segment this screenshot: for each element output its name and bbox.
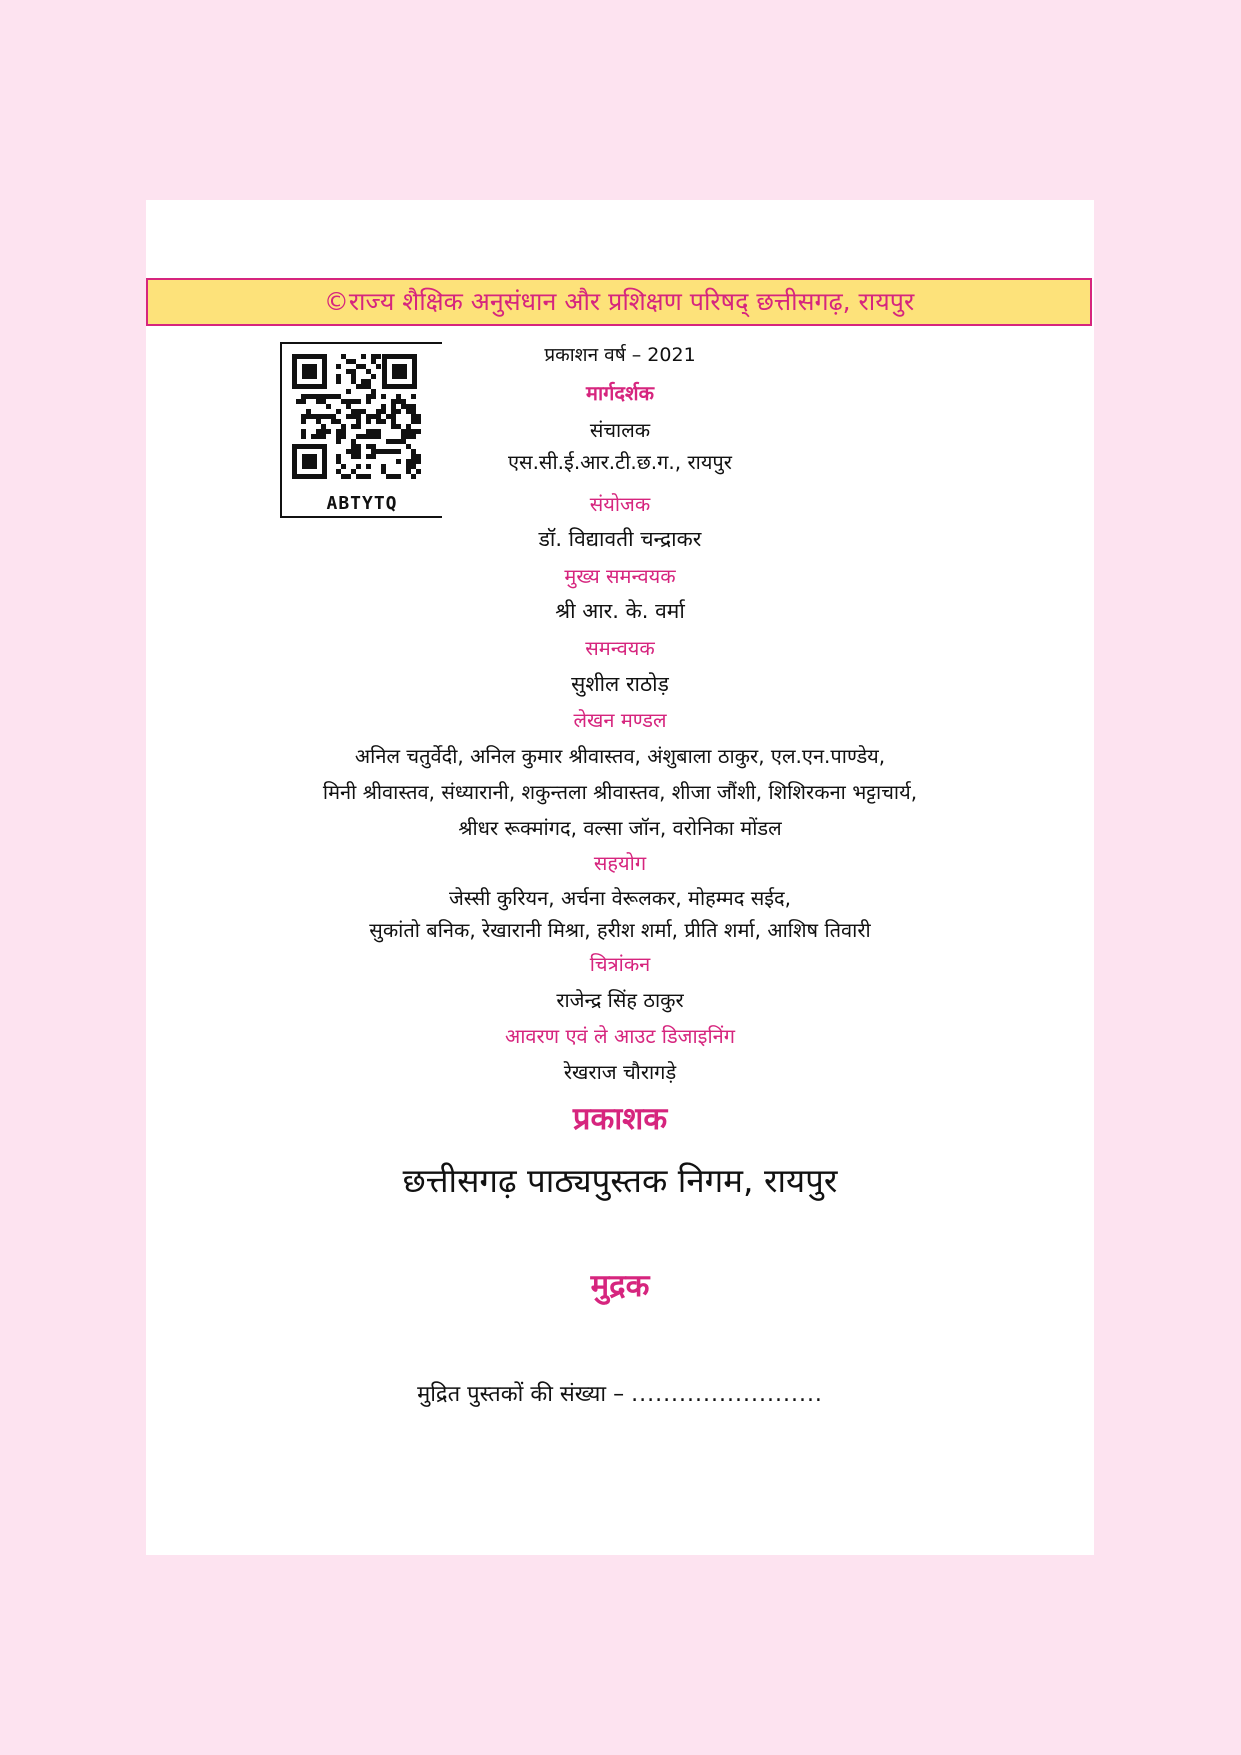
mukhya-samanvayak-name: श्री आर. के. वर्मा: [555, 599, 685, 623]
sahyog-line-1: जेस्सी कुरियन, अर्चना वेरूलकर, मोहम्मद सईद,: [448, 886, 792, 910]
sahyog-label: सहयोग: [593, 851, 647, 875]
lekhan-mandal-label: लेखन मण्डल: [573, 708, 667, 732]
samanvayak-label: समन्वयक: [585, 636, 655, 660]
copyright-banner: [146, 278, 1092, 326]
lekhan-mandal-line-3: श्रीधर रूक्मांगद, वल्सा जॉन, वरोनिका मोंडल: [458, 816, 782, 840]
sahyog-line-2: सुकांतो बनिक, रेखारानी मिश्रा, हरीश शर्मा, प्रीति शर्मा, आशिष तिवारी: [369, 918, 871, 942]
publisher-label: प्रकाशक: [572, 1101, 668, 1137]
aavaran-label: आवरण एवं ले आउट डिजाइनिंग: [504, 1024, 736, 1048]
sanyojak-name: डॉ. विद्यावती चन्द्राकर: [538, 527, 702, 551]
margdarshak-line-2: एस.सी.ई.आर.टी.छ.ग., रायपुर: [508, 450, 732, 474]
aavaran-name: रेखराज चौरागड़े: [563, 1060, 677, 1084]
printed-count-label: मुद्रित पुस्तकों की संख्या –: [417, 1382, 625, 1407]
qr-code-label: ABTYTQ: [326, 493, 398, 514]
chitrankan-label: चित्रांकन: [589, 952, 651, 976]
margdarshak-line-1: संचालक: [589, 418, 651, 442]
printed-count-row: [146, 1378, 1094, 1408]
publication-year: प्रकाशन वर्ष – 2021: [544, 344, 696, 366]
samanvayak-name: सुशील राठोड़: [571, 672, 669, 696]
printer-label: मुद्रक: [590, 1268, 650, 1304]
sanyojak-label: संयोजक: [589, 492, 651, 516]
publisher-name: छत्तीसगढ़ पाठ्यपुस्तक निगम, रायपुर: [402, 1161, 838, 1200]
copyright-text: ©राज्य शैक्षिक अनुसंधान और प्रशिक्षण परिषद् छत्तीसगढ़, रायपुर: [323, 287, 915, 316]
printed-count-value: ........................: [631, 1382, 823, 1407]
lekhan-mandal-line-2: मिनी श्रीवास्तव, संध्यारानी, शकुन्तला श्रीवास्तव, शीजा जौंशी, शिशिरकना भट्टाचार्य,: [322, 780, 918, 804]
margdarshak-label: मार्गदर्शक: [586, 381, 654, 405]
mukhya-samanvayak-label: मुख्य समन्वयक: [564, 564, 676, 588]
lekhan-mandal-line-1: अनिल चतुर्वेदी, अनिल कुमार श्रीवास्तव, अंशुबाला ठाकुर, एल.एन.पाण्डेय,: [354, 744, 886, 768]
chitrankan-name: राजेन्द्र सिंह ठाकुर: [556, 988, 684, 1012]
